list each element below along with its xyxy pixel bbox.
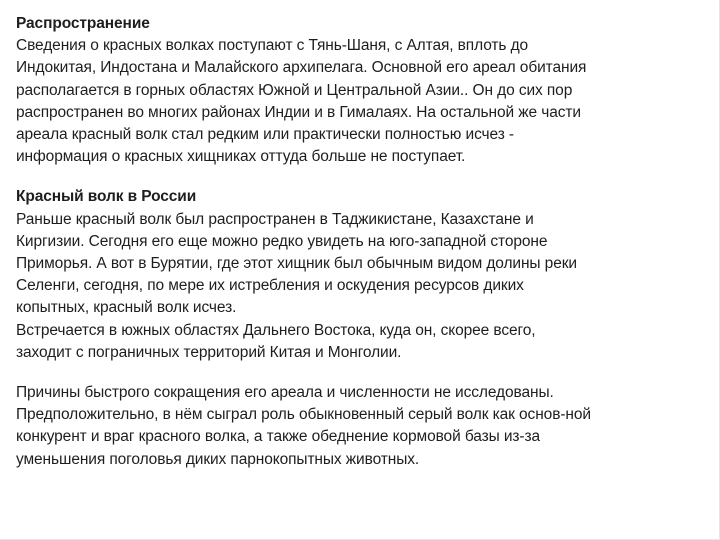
section-heading: Красный волк в России bbox=[16, 188, 197, 206]
text-line: информация о красных хищниках оттуда больше не поступает. bbox=[16, 148, 466, 166]
text-line: располагается в горных областях Южной и Центральной Азии.. Он до сих пор bbox=[16, 81, 573, 99]
section-russia bbox=[16, 186, 706, 364]
text-line: Индокитая, Индостана и Малайского архипелага. Основной его ареал обитания bbox=[16, 59, 587, 77]
text-line: Киргизии. Сегодня его еще можно редко увидеть на юго-западной стороне bbox=[16, 232, 548, 250]
text-line: заходит с пограничных территорий Китая и Монголии. bbox=[16, 343, 402, 361]
text-line: конкурент и враг красного волка, а также обеднение кормовой базы из-за bbox=[16, 428, 541, 446]
text-line: распространен во многих районах Индии и в Гималаях. На остальной же части bbox=[16, 103, 581, 121]
text-line: Причины быстрого сокращения его ареала и численности не исследованы. bbox=[16, 384, 554, 402]
text-line: Приморья. А вот в Бурятии, где этот хищник был обычным видом долины реки bbox=[16, 255, 577, 273]
text-line: Селенги, сегодня, по мере их истребления и оскудения ресурсов диких bbox=[16, 277, 524, 295]
text-line: ареала красный волк стал редким или практически полностью исчез - bbox=[16, 126, 514, 144]
text-line: уменьшения поголовья диких парнокопытных животных. bbox=[16, 450, 420, 468]
section-distribution bbox=[16, 13, 706, 168]
section-causes bbox=[16, 382, 706, 471]
text-line: Раньше красный волк был распространен в Таджикистане, Казахстане и bbox=[16, 210, 534, 228]
text-line: Сведения о красных волках поступают с Тянь-Шаня, с Алтая, вплоть до bbox=[16, 37, 529, 55]
document-body bbox=[16, 13, 706, 471]
section-heading: Распространение bbox=[16, 15, 150, 32]
text-line: копытных, красный волк исчез. bbox=[16, 299, 237, 317]
text-line: Встречается в южных областях Дальнего Востока, куда он, скорее всего, bbox=[16, 321, 536, 339]
text-line: Предположительно, в нём сыграл роль обыкновенный серый волк как основ-ной bbox=[16, 406, 591, 424]
